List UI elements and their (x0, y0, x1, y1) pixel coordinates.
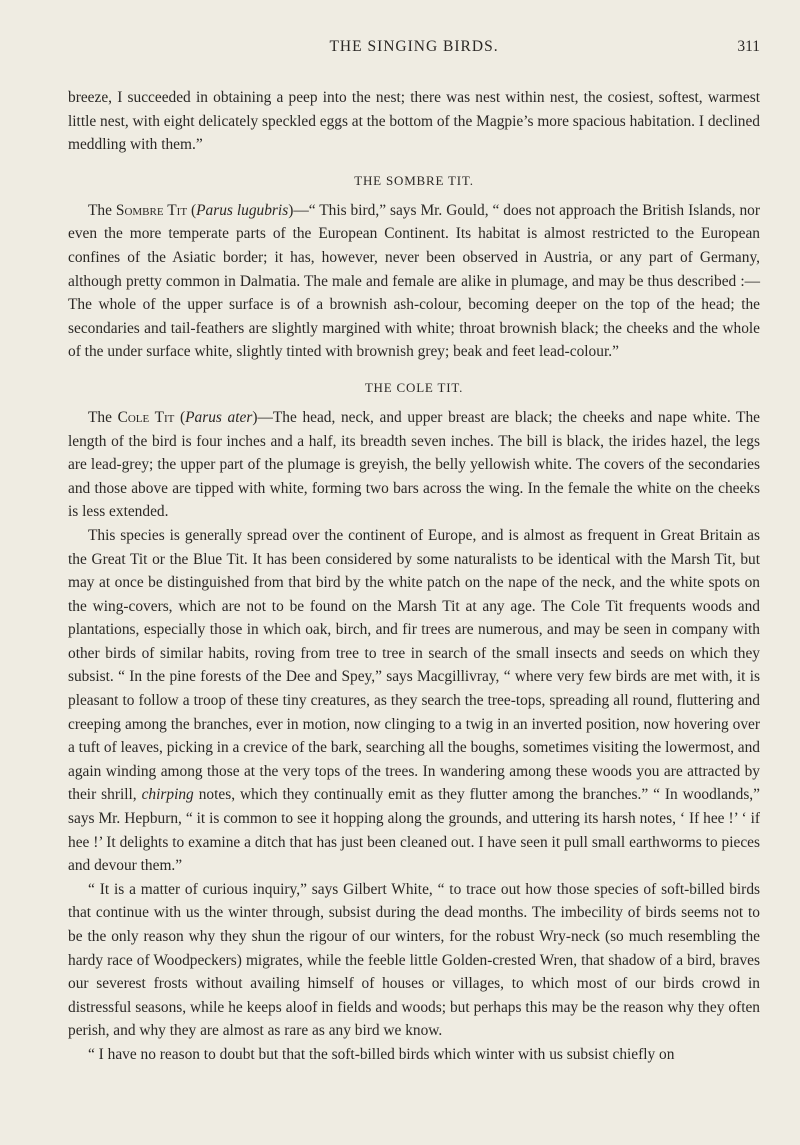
sombre-tit-name: Sombre Tit (115, 201, 188, 219)
cole-tit-text: —The head, neck, and upper breast are black; the cheeks and nape white. The length of the bird is four inches and a half, its breadth seven inches. The bill is black, the irides hazel, the legs are lead-grey; the upper part of the plumage is greyish, the belly yellowish white. The covers of the secondaries and those above are tipped with white, forming two bars across the wing. In the female the white on the cheeks is less extended. (68, 408, 760, 521)
cole-tit-paragraph-2 (68, 524, 760, 878)
sombre-tit-latin: Parus lugubris (196, 201, 289, 219)
cole-tit-name: Cole Tit (117, 408, 175, 426)
sombre-tit-text: —“ This bird,” says Mr. Gould, “ does not approach the British Islands, nor even the more temperate parts of the European Continent. Its habitat is almost restricted to the European confines of the Asiatic border; it has, however, never been observed in Austria, or any part of Germany, although pretty common in Dalmatia. The male and female are alike in plumage, and may be thus described :—The whole of the upper surface is of a brownish ash-colour, becoming deeper on the top of the head; the secondaries and tail-feathers are slightly margined with white; throat brownish black; the cheeks and the whole of the under surface white, slightly tinted with brownish grey; beak and feet lead-colour.” (68, 201, 760, 361)
cole-tit-para2: This species is generally spread over the continent of Europe, and is almost as frequent in Great Britain as the Great Tit or the Blue Tit. It has been considered by some naturalists to be identical with the Marsh Tit, but may at once be distinguished from that bird by the white patch on the nape of the neck, and the white spots on the wing-covers, which are not to be found on the Marsh Tit at any age. The Cole Tit frequents woods and plantations, especially those in which oak, birch, and fir trees are numerous, and may be seen in company with other birds of similar habits, roving from tree to tree in search of the small insects and seeds on which they subsist. “ In the pine forests of the Dee and Spey,” says Macgillivray, “ where very few birds are met with, it is pleasant to follow a troop of these tiny creatures, as they search the tree-tops, spreading all round, fluttering and creeping among the branches, ever in motion, now clinging to a twig in an inverted position, now hovering over a tuft of leaves, picking in a crevice of the bark, searching all the boughs, sometimes visiting the lowermost, and again winding among those at the very tops of the trees. In wandering among these woods you are attracted by their shrill, (68, 526, 760, 804)
page-header-title: THE SINGING BIRDS. (329, 38, 499, 55)
cole-tit-paragraph-3: “ It is a matter of curious inquiry,” says Gilbert White, “ to trace out how those species of soft-billed birds that continue with us the winter through, subsist during the dead months. The imbecility of birds seems not to be the only reason why they shun the rigour of our winters, for the robust Wry-neck (so much resembling the hardy race of Woodpeckers) migrates, while the feeble little Golden-crested Wren, that shadow of a bird, braves our severest frosts without availing himself of houses or villages, to which most of our birds crowd in distressful seasons, while he keeps aloof in fields and woods; but perhaps this may be the reason why they often perish, and why they are almost as rare as any bird we know. (68, 880, 760, 1040)
section-heading-cole-tit: THE COLE TIT. (364, 379, 464, 395)
cole-tit-paragraph-4: “ I have no reason to doubt but that the soft-billed birds which winter with us subsist chiefly on (88, 1045, 675, 1063)
cole-tit-latin: Parus ater (185, 408, 253, 426)
sombre-tit-paragraph: The Sombre Tit (Parus lugubris)—“ This bird,” says Mr. Gould, “ does not approach the British Islands, nor even the more temperate parts of the European Continent. Its habitat is almost restricted to the European confines of the Asiatic border; it has, however, never been observed in Austria, or any part of Germany, although pretty common in Dalmatia. The male and female are alike in plumage, and may be thus described :—The whole of the upper surface is of a brownish ash-colour, becoming deeper on the top of the head; the secondaries and tail-feathers are slightly margined with white; throat brownish black; the cheeks and the whole of the under surface white, slightly tinted with brownish grey; beak and feet lead-colour.” (68, 201, 760, 361)
running-head (68, 38, 760, 60)
section-heading-sombre-tit: THE SOMBRE TIT. (354, 172, 474, 188)
cole-tit-para2-end: notes, which they continually emit as they flutter among the branches.” “ In woodlands,” says Mr. Hepburn, “ it is common to see it hopping along the grounds, and uttering its harsh notes, ‘ If hee !’ ‘ if hee !’ It delights to examine a ditch that has just been cleaned out. I have seen it pull small earthworms to pieces and devour them.” (68, 786, 760, 875)
body-text (68, 86, 760, 1067)
intro-paragraph: breeze, I succeeded in obtaining a peep into the nest; there was nest within nest, the cosiest, softest, warmest little nest, with eight delicately speckled eggs at the bottom of the Magpie’s more spacious habitation. I declined meddling with them.” (68, 89, 760, 154)
cole-tit-chirping: chirping (141, 786, 194, 804)
page-number: 311 (737, 38, 760, 55)
cole-tit-paragraph-1: The Cole Tit (Parus ater)—The head, neck, and upper breast are black; the cheeks and nape white. The length of the bird is four inches and a half, its breadth seven inches. The bill is black, the irides hazel, the legs are lead-grey; the upper part of the plumage is greyish, the belly yellowish white. The covers of the secondaries and those above are tipped with white, forming two bars across the wing. In the female the white on the cheeks is less extended. (68, 408, 760, 521)
